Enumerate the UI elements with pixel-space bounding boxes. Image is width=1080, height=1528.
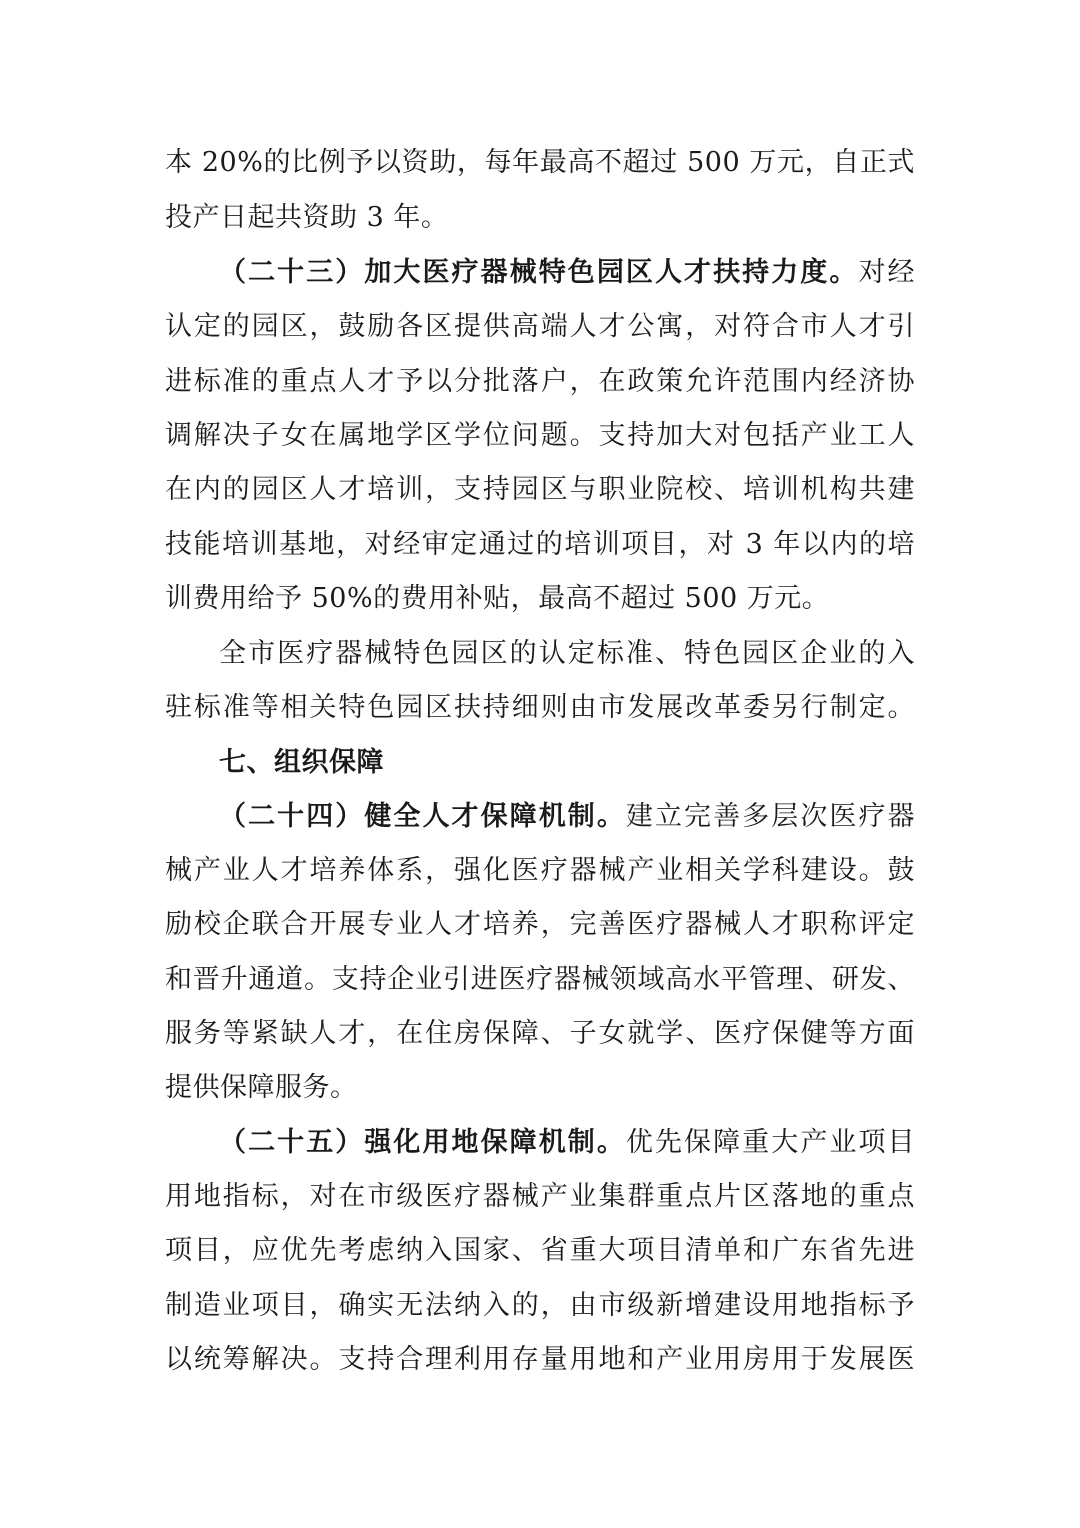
body-text-line: 械产业人才培养体系，强化医疗器械产业相关学科建设。鼓	[165, 855, 915, 886]
body-text-line: 认定的园区，鼓励各区提供高端人才公寓，对符合市人才引	[165, 311, 915, 342]
body-text-line: 项目，应优先考虑纳入国家、省重大项目清单和广东省先进	[165, 1235, 915, 1266]
paragraph-start: 全市医疗器械特色园区的认定标准、特色园区企业的入	[219, 638, 915, 669]
body-text-line: 驻标准等相关特色园区扶持细则由市发展改革委另行制定。	[165, 692, 915, 723]
section-25-paragraph-start: （二十五）强化用地保障机制。优先保障重大产业项目	[219, 1127, 916, 1158]
section-25-title: （二十五）强化用地保障机制。	[219, 1127, 626, 1158]
body-text-line: 进标准的重点人才予以分批落户，在政策允许范围内经济协	[165, 366, 915, 397]
body-text-line: 励校企联合开展专业人才培养，完善医疗器械人才职称评定	[165, 909, 915, 940]
section-23-paragraph-start: （二十三）加大医疗器械特色园区人才扶持力度。对经	[219, 257, 916, 288]
section-24-title: （二十四）健全人才保障机制。	[219, 801, 626, 832]
body-text-line: 训费用给予 50%的费用补贴，最高不超过 500 万元。	[165, 583, 830, 614]
body-text-line: 提供保障服务。	[165, 1072, 358, 1103]
section-24-paragraph-start: （二十四）健全人才保障机制。建立完善多层次医疗器	[219, 801, 916, 832]
body-text-line: 调解决子女在属地学区学位问题。支持加大对包括产业工人	[165, 420, 915, 451]
body-text-line: 和晋升通道。支持企业引进医疗器械领域高水平管理、研发、	[165, 964, 915, 995]
section-23-title: （二十三）加大医疗器械特色园区人才扶持力度。	[219, 257, 859, 288]
body-text-line: 服务等紧缺人才，在住房保障、子女就学、医疗保健等方面	[165, 1018, 915, 1049]
body-text-line: 本 20%的比例予以资助，每年最高不超过 500 万元，自正式	[165, 147, 915, 178]
body-text-line: 技能培训基地，对经审定通过的培训项目，对 3 年以内的培	[165, 529, 915, 560]
body-text-line: 在内的园区人才培训，支持园区与职业院校、培训机构共建	[165, 474, 915, 505]
section-heading: 七、组织保障	[219, 747, 384, 778]
body-text-line: 制造业项目，确实无法纳入的，由市级新增建设用地指标予	[165, 1290, 915, 1321]
body-text-line: 以统筹解决。支持合理利用存量用地和产业用房用于发展医	[165, 1344, 915, 1375]
body-text-line: 投产日起共资助 3 年。	[165, 202, 449, 233]
body-text-line: 用地指标，对在市级医疗器械产业集群重点片区落地的重点	[165, 1181, 915, 1212]
